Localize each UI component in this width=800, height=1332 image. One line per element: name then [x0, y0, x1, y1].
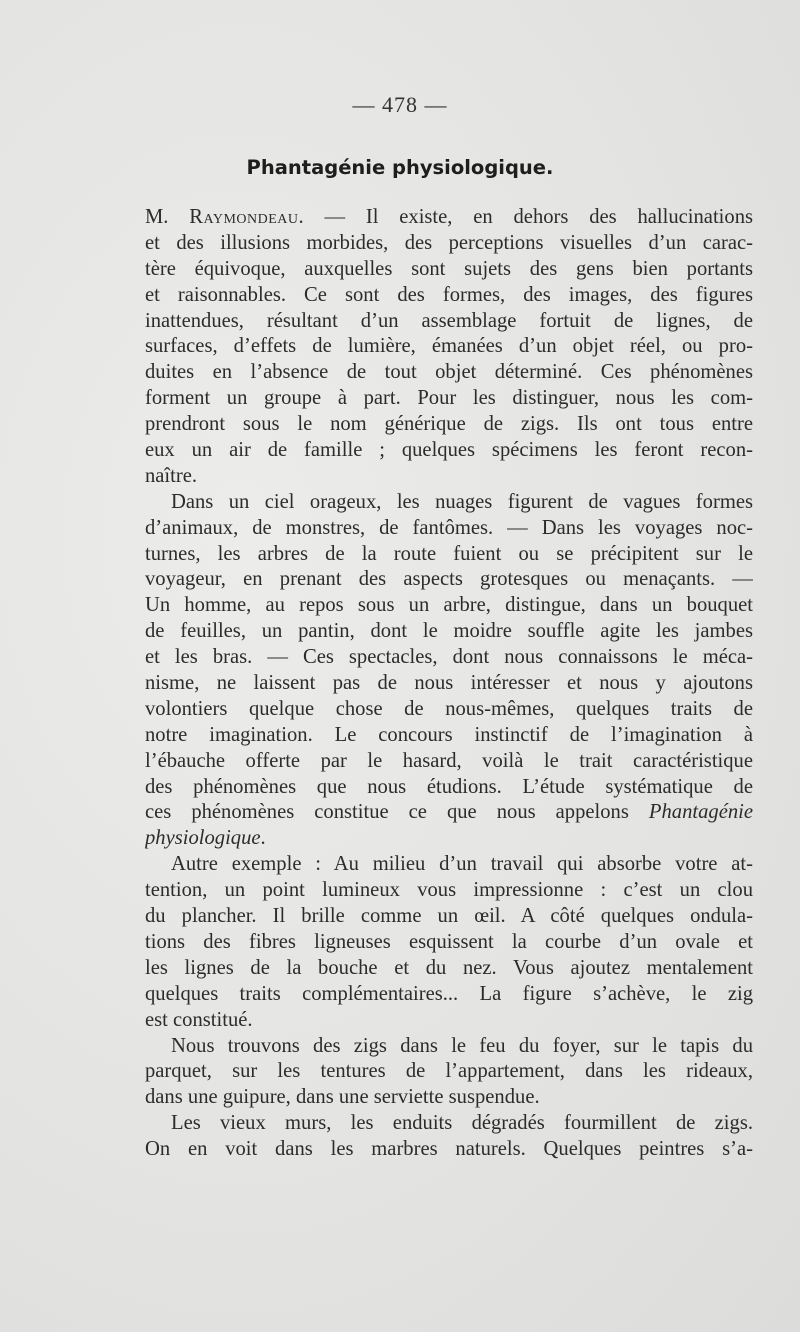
text-fragment: ces phénomènes constitue ce que nous appelons: [145, 801, 629, 824]
text-line: naître.: [145, 464, 198, 487]
text-line: inattendues, résultant d’un assemblage fortuit de lignes, de: [145, 309, 753, 332]
text-line: du plancher. Il brille comme un œil. A côté quelques ondula-: [145, 905, 753, 928]
paragraph-5: [145, 1111, 753, 1163]
text-line: Les vieux murs, les enduits dégradés fourmillent de zigs.: [171, 1112, 753, 1135]
text-line: prendront sous le nom générique de zigs. Ils ont tous entre: [145, 413, 753, 436]
section-title: Phantagénie physiologique.: [246, 156, 554, 179]
text-line: de feuilles, un pantin, dont le moidre souffle agite les jambes: [145, 620, 753, 643]
body-text: [145, 205, 753, 1163]
text-line: dans une guipure, dans une serviette suspendue.: [145, 1086, 540, 1109]
text-line: surfaces, d’effets de lumière, émanées d’un objet réel, ou pro-: [145, 335, 753, 358]
text-line: turnes, les arbres de la route fuient ou se précipitent sur le: [145, 542, 753, 565]
text-line: d’animaux, de monstres, de fantômes. — Dans les voyages noc-: [145, 516, 753, 539]
text-line: voyageur, en prenant des aspects grotesques ou menaçants. —: [145, 568, 753, 591]
text-line: quelques traits complémentaires... La figure s’achève, le zig: [145, 982, 753, 1005]
text-line: On en voit dans les marbres naturels. Quelques peintres s’a-: [145, 1138, 753, 1161]
text-line: M. Raymondeau. — Il existe, en dehors des hallucinations: [145, 206, 753, 228]
text-line: les lignes de la bouche et du nez. Vous ajoutez mentalement: [145, 956, 753, 979]
paragraph-2: [145, 490, 753, 852]
text-line: Un homme, au repos sous un arbre, distingue, dans un bouquet: [145, 594, 753, 617]
text-line: forment un groupe à part. Pour les distinguer, nous les com-: [145, 387, 753, 410]
text-line: Nous trouvons des zigs dans le feu du foyer, sur le tapis du: [171, 1034, 753, 1057]
text-line: parquet, sur les tentures de l’appartement, dans les rideaux,: [145, 1060, 753, 1083]
text-line: et des illusions morbides, des perceptions visuelles d’un carac-: [145, 231, 753, 254]
text-line: tions des fibres ligneuses esquissent la courbe d’un ovale et: [145, 930, 753, 953]
page-number: — 478 —: [352, 92, 448, 117]
paragraph-4: [145, 1034, 753, 1112]
text-line: [145, 826, 753, 852]
paragraph-3: [145, 852, 753, 1033]
text-fragment: .: [260, 827, 266, 850]
text-line: volontiers quelque chose de nous-mêmes, quelques traits de: [145, 697, 753, 720]
text-line: est constitué.: [145, 1008, 253, 1031]
text-line: notre imagination. Le concours instinctif de l’imagination à: [145, 723, 753, 746]
text-line: [145, 800, 753, 826]
text-line: tère équivoque, auxquelles sont sujets des gens bien portants: [145, 257, 753, 280]
speaker-name: Raymondeau: [189, 206, 299, 228]
text-line: l’ébauche offerte par le hasard, voilà le trait caractéristique: [145, 749, 753, 772]
text-line: Dans un ciel orageux, les nuages figurent de vagues formes: [171, 490, 753, 513]
italic-term: physiologique: [145, 827, 261, 850]
text-line: et raisonnables. Ce sont des formes, des images, des figures: [145, 283, 753, 306]
text-line: eux un air de famille ; quelques spécimens les feront recon-: [145, 439, 753, 462]
text-line: et les bras. — Ces spectacles, dont nous connaissons le méca-: [145, 646, 753, 669]
text-line: nisme, ne laissent pas de nous intéresser et nous y ajoutons: [145, 672, 753, 695]
paragraph-1: [145, 205, 753, 490]
text-line: des phénomènes que nous étudions. L’étude systématique de: [145, 775, 753, 798]
text-line: tention, un point lumineux vous impressionne : c’est un clou: [145, 879, 753, 902]
text-line: duites en l’absence de tout objet déterminé. Ces phénomènes: [145, 361, 753, 384]
italic-term: Phantagénie: [648, 801, 753, 824]
text-line: Autre exemple : Au milieu d’un travail qui absorbe votre at-: [171, 853, 753, 876]
